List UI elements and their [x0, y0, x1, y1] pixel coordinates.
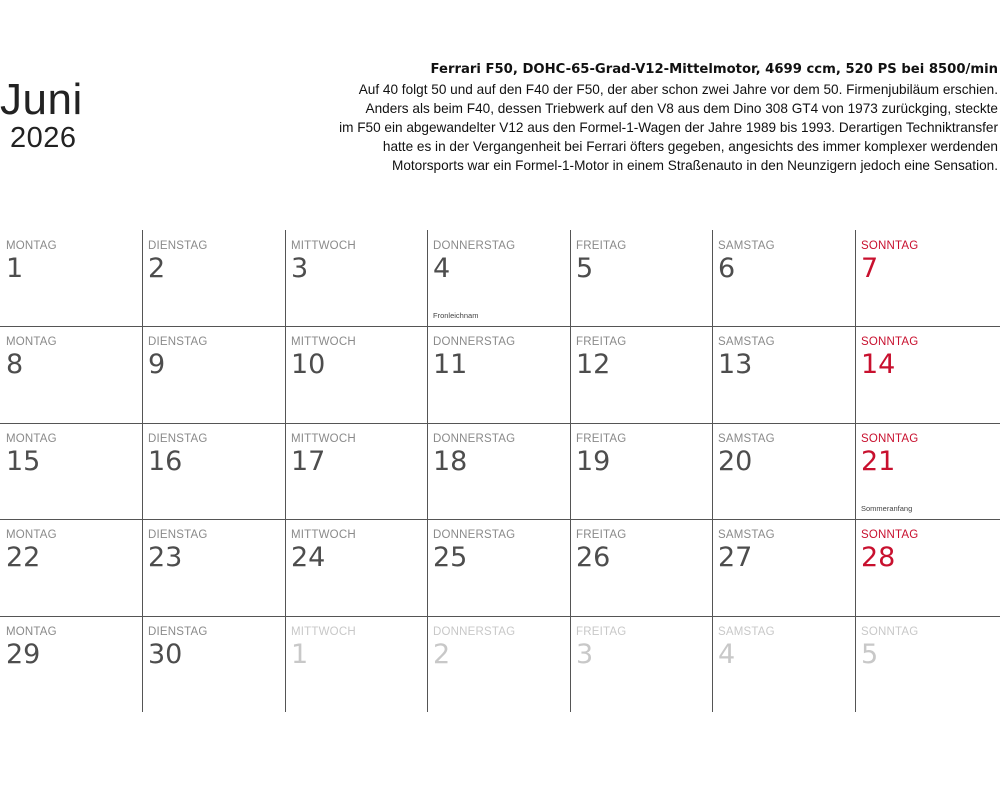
weekday-label: MONTAG [6, 240, 57, 252]
holiday-label: Sommeranfang [861, 504, 913, 514]
weekday-label: DIENSTAG [148, 240, 208, 252]
weekday-label: SAMSTAG [718, 336, 775, 349]
row-divider [0, 519, 1000, 520]
weekday-label: SONNTAG [861, 336, 919, 349]
weekday-label: DONNERSTAG [433, 336, 516, 349]
day-number: 11 [433, 349, 468, 381]
day-number: 28 [861, 542, 896, 574]
day-cell [142, 423, 285, 519]
weekday-label: MONTAG [6, 625, 57, 638]
column-divider [570, 230, 571, 712]
car-text-line: Auf 40 folgt 50 und auf den F40 der F50, der aber schon zwei Jahre vor dem 50. Firmenjubiläum erschien. [358, 82, 998, 97]
day-number: 16 [148, 445, 183, 477]
column-divider [855, 230, 856, 712]
day-number: 2 [433, 638, 451, 670]
day-cell [142, 616, 285, 712]
day-cell [712, 616, 855, 712]
weekday-label: SAMSTAG [718, 625, 775, 638]
day-cell [0, 519, 142, 615]
day-cell [285, 423, 427, 519]
day-number: 4 [433, 253, 451, 284]
day-cell [427, 230, 570, 326]
weekday-label: DONNERSTAG [433, 529, 516, 542]
day-cell [285, 519, 427, 615]
weekday-label: MONTAG [6, 336, 57, 349]
day-cell [427, 326, 570, 422]
day-number: 18 [433, 445, 468, 477]
weekday-label: DIENSTAG [148, 625, 208, 638]
weekday-label: FREITAG [576, 432, 627, 445]
day-number: 26 [576, 542, 611, 574]
weekday-label: FREITAG [576, 529, 627, 542]
row-divider [0, 616, 1000, 617]
day-number: 9 [148, 349, 166, 381]
day-number: 17 [291, 445, 326, 477]
day-cell [427, 519, 570, 615]
day-number: 21 [861, 445, 896, 477]
day-number: 2 [148, 253, 166, 284]
column-divider [142, 230, 143, 712]
holiday-label: Fronleichnam [433, 311, 479, 321]
day-number: 24 [291, 542, 326, 574]
weekday-label: MITTWOCH [291, 625, 356, 638]
day-number: 5 [861, 638, 879, 670]
column-divider [285, 230, 286, 712]
day-cell [285, 326, 427, 422]
day-number: 25 [433, 542, 468, 574]
day-cell [570, 423, 712, 519]
weekday-label: FREITAG [576, 336, 627, 349]
car-text-line: Motorsports war ein Formel-1-Motor in einem Straßenauto in den Neunzigern jedoch eine Sensation. [392, 158, 998, 173]
day-number: 29 [6, 638, 41, 670]
weekday-label: SONNTAG [861, 240, 919, 252]
day-number: 1 [291, 638, 309, 670]
weekday-label: DIENSTAG [148, 336, 208, 349]
day-cell [0, 616, 142, 712]
weekday-label: MONTAG [6, 529, 57, 542]
day-cell [142, 230, 285, 326]
calendar-grid [0, 230, 1000, 712]
weekday-label: DIENSTAG [148, 529, 208, 542]
car-title: Ferrari F50, DOHC-65-Grad-V12-Mittelmotor, 4699 ccm, 520 PS bei 8500/min [430, 62, 998, 77]
day-number: 20 [718, 445, 753, 477]
day-cell [570, 326, 712, 422]
day-number: 4 [718, 638, 736, 670]
weekday-label: FREITAG [576, 240, 627, 252]
day-cell [285, 616, 427, 712]
day-number: 5 [576, 253, 594, 284]
car-description [318, 60, 998, 175]
car-text-line: im F50 ein abgewandelter V12 aus den Formel-1-Wagen der Jahre 1989 bis 1993. Derartigen Techniktransfer [339, 120, 998, 135]
day-number: 27 [718, 542, 753, 574]
day-cell [712, 423, 855, 519]
day-cell [427, 423, 570, 519]
day-number: 30 [148, 638, 183, 670]
day-number: 3 [291, 253, 309, 284]
day-number: 1 [6, 253, 24, 284]
day-cell [427, 616, 570, 712]
weekday-label: DONNERSTAG [433, 625, 516, 638]
weekday-label: SONNTAG [861, 625, 919, 638]
row-divider [0, 423, 1000, 424]
day-cell [570, 616, 712, 712]
row-divider [0, 326, 1000, 327]
day-number: 14 [861, 349, 896, 381]
car-text-line: hatte es in der Vergangenheit bei Ferrari öfters gegeben, angesichts des immer komplexer werdenden [382, 139, 998, 154]
day-cell [142, 326, 285, 422]
day-cell [712, 230, 855, 326]
day-cell [712, 519, 855, 615]
day-number: 10 [291, 349, 326, 381]
day-cell [712, 326, 855, 422]
day-cell [855, 423, 1000, 519]
day-cell [570, 519, 712, 615]
weekday-label: SAMSTAG [718, 529, 775, 542]
day-number: 22 [6, 542, 41, 574]
day-number: 23 [148, 542, 183, 574]
weekday-label: SONNTAG [861, 432, 919, 445]
weekday-label: MONTAG [6, 432, 57, 445]
day-cell [0, 423, 142, 519]
day-number: 6 [718, 253, 736, 284]
day-cell [855, 230, 1000, 326]
weekday-label: MITTWOCH [291, 336, 356, 349]
weekday-label: SAMSTAG [718, 432, 775, 445]
month-title: Juni [0, 75, 83, 124]
weekday-label: SONNTAG [861, 529, 919, 542]
weekday-label: DONNERSTAG [433, 240, 516, 252]
day-number: 3 [576, 638, 594, 670]
day-cell [142, 519, 285, 615]
car-text [318, 80, 998, 175]
day-number: 13 [718, 349, 753, 381]
day-cell [285, 230, 427, 326]
weekday-label: DIENSTAG [148, 432, 208, 445]
weekday-label: DONNERSTAG [433, 432, 516, 445]
day-number: 8 [6, 349, 24, 381]
weekday-label: FREITAG [576, 625, 627, 638]
day-cell [855, 616, 1000, 712]
weekday-label: MITTWOCH [291, 240, 356, 252]
day-cell [570, 230, 712, 326]
weekday-label: MITTWOCH [291, 529, 356, 542]
weekday-label: SAMSTAG [718, 240, 775, 252]
column-divider [712, 230, 713, 712]
day-number: 12 [576, 349, 611, 381]
day-cell [855, 519, 1000, 615]
column-divider [427, 230, 428, 712]
weekday-label: MITTWOCH [291, 432, 356, 445]
car-text-line: Anders als beim F40, dessen Triebwerk auf den V8 aus dem Dino 308 GT4 von 1973 zurückging, steckte [365, 101, 998, 116]
day-number: 15 [6, 445, 41, 477]
day-cell [855, 326, 1000, 422]
day-number: 19 [576, 445, 611, 477]
day-cell [0, 326, 142, 422]
year-title: 2026 [10, 122, 77, 154]
day-cell [0, 230, 142, 326]
day-number: 7 [861, 253, 879, 284]
